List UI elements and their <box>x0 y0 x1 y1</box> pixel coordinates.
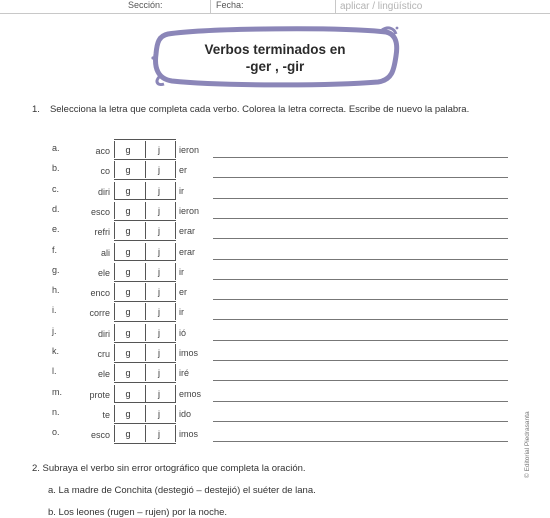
grid-border <box>175 161 177 178</box>
verb-suffix: imos <box>179 429 199 440</box>
verb-suffix: ieron <box>179 145 200 155</box>
grid-border <box>175 222 177 239</box>
banner-title-line2: -ger , -gir <box>245 59 305 74</box>
verb-suffix: ió <box>179 327 187 338</box>
option-g-cell[interactable]: g <box>114 161 141 178</box>
option-j-cell[interactable]: j <box>145 243 172 260</box>
skill-hint: aplicar / lingüístico <box>340 1 423 12</box>
answer-line[interactable] <box>213 279 508 280</box>
grid-border <box>175 405 177 422</box>
option-j-cell[interactable]: j <box>145 263 172 280</box>
grid-border <box>175 263 177 280</box>
item-letter: h. <box>52 285 60 296</box>
verb-suffix: emos <box>179 388 202 399</box>
option-j-cell[interactable]: j <box>145 283 172 300</box>
answer-line[interactable] <box>213 157 508 158</box>
banner-title-line1: Verbos terminados en <box>204 42 346 57</box>
answer-line[interactable] <box>213 259 508 260</box>
grid-border <box>175 243 177 260</box>
verb-stem: co <box>100 166 110 177</box>
verb-stem: ele <box>97 369 110 380</box>
verb-suffix: erar <box>179 226 196 237</box>
verb-suffix: erar <box>179 246 196 257</box>
grid-border <box>175 182 177 199</box>
item-letter: f. <box>52 244 58 255</box>
option-j-cell[interactable]: j <box>145 385 172 402</box>
option-g-cell[interactable]: g <box>114 182 141 199</box>
verb-stem: diri <box>97 186 110 197</box>
title-banner <box>150 24 400 88</box>
answer-line[interactable] <box>213 441 508 442</box>
grid-border <box>175 344 177 361</box>
answer-line[interactable] <box>213 340 508 341</box>
answer-line[interactable] <box>213 299 508 300</box>
verb-row <box>0 282 550 303</box>
header-divider <box>335 0 336 13</box>
exercise-1-instruction <box>32 104 469 115</box>
option-j-cell[interactable]: j <box>145 141 172 158</box>
verb-row <box>0 221 550 242</box>
verb-stem: refri <box>94 227 110 238</box>
verb-stem: diri <box>97 328 110 339</box>
item-letter: a. <box>52 143 60 153</box>
verb-stem: ele <box>97 267 110 278</box>
option-j-cell[interactable]: j <box>145 425 172 442</box>
grid-border <box>175 141 177 158</box>
grid-row-border <box>114 443 176 444</box>
copyright-note: © Editorial Piedrasanta <box>524 411 531 478</box>
item-letter: m. <box>52 386 62 397</box>
item-letter: l. <box>52 366 57 377</box>
grid-border <box>175 385 177 402</box>
verb-row <box>0 140 550 161</box>
verb-row <box>0 302 550 323</box>
date-label: Fecha: <box>216 0 244 10</box>
verb-row <box>0 424 550 445</box>
option-j-cell[interactable]: j <box>145 324 172 341</box>
option-g-cell[interactable]: g <box>114 344 141 361</box>
grid-border <box>175 202 177 219</box>
option-g-cell[interactable]: g <box>114 243 141 260</box>
verb-suffix: ir <box>179 307 184 318</box>
grid-border <box>175 283 177 300</box>
verb-row <box>0 343 550 364</box>
verb-row <box>0 242 550 263</box>
item-letter: d. <box>52 203 60 214</box>
verb-row <box>0 160 550 181</box>
answer-line[interactable] <box>213 421 508 422</box>
page-header <box>0 0 550 14</box>
verb-suffix: ido <box>179 408 192 419</box>
verb-stem: enco <box>90 288 110 299</box>
item-letter: k. <box>52 346 60 356</box>
section-label: Sección: <box>128 0 163 10</box>
option-g-cell[interactable]: g <box>114 385 141 402</box>
header-rule <box>0 13 550 14</box>
option-j-cell[interactable]: j <box>145 222 172 239</box>
item-letter: c. <box>52 183 60 194</box>
exercise-2-item-a: a. La madre de Conchita (destegió – destejió) el suéter de lana. <box>48 485 316 496</box>
verb-suffix: ir <box>179 266 184 277</box>
answer-line[interactable] <box>213 360 508 361</box>
verb-stem: aco <box>95 146 110 156</box>
option-g-cell[interactable]: g <box>114 364 141 381</box>
exercise-1-text: Selecciona la letra que completa cada verbo. Colorea la letra correcta. Escribe de nuevo la palabra. <box>49 104 470 115</box>
exercise-1-number: 1. <box>32 104 40 115</box>
option-g-cell[interactable]: g <box>114 141 141 158</box>
verb-stem: ali <box>100 247 110 258</box>
exercise-2-instruction: 2. Subraya el verbo sin error ortográfico que completa la oración. <box>32 463 306 474</box>
verb-stem: cru <box>97 349 110 359</box>
option-g-cell[interactable]: g <box>114 303 141 320</box>
answer-line[interactable] <box>213 177 508 178</box>
grid-border <box>175 364 177 381</box>
option-g-cell[interactable]: g <box>114 324 141 341</box>
item-letter: i. <box>52 305 57 316</box>
verb-row <box>0 181 550 202</box>
exercise-2-item-b: b. Los leones (rugen – rujen) por la noche. <box>48 507 228 518</box>
answer-line[interactable] <box>213 380 508 381</box>
verb-stem: te <box>102 409 110 420</box>
verb-stem: corre <box>89 308 110 319</box>
verb-stem: esco <box>90 430 110 441</box>
option-j-cell[interactable]: j <box>145 161 172 178</box>
verb-row <box>0 384 550 405</box>
verb-row <box>0 404 550 425</box>
option-g-cell[interactable]: g <box>114 283 141 300</box>
verb-row <box>0 262 550 283</box>
option-j-cell[interactable]: j <box>145 202 172 219</box>
answer-line[interactable] <box>213 218 508 219</box>
item-letter: g. <box>52 264 60 275</box>
option-g-cell[interactable]: g <box>114 202 141 219</box>
item-letter: e. <box>52 224 60 235</box>
option-j-cell[interactable]: j <box>145 182 172 199</box>
option-j-cell[interactable]: j <box>145 303 172 320</box>
answer-line[interactable] <box>213 401 508 402</box>
option-g-cell[interactable]: g <box>114 425 141 442</box>
verb-suffix: er <box>179 165 188 176</box>
header-divider <box>210 0 211 13</box>
answer-line[interactable] <box>213 198 508 199</box>
verb-row <box>0 201 550 222</box>
verb-row <box>0 363 550 384</box>
option-g-cell[interactable]: g <box>114 222 141 239</box>
grid-border <box>175 324 177 341</box>
option-j-cell[interactable]: j <box>145 405 172 422</box>
verb-suffix: imos <box>179 348 199 358</box>
option-j-cell[interactable]: j <box>145 364 172 381</box>
verb-suffix: ir <box>179 185 184 196</box>
verb-suffix: ieron <box>179 205 200 216</box>
grid-border <box>175 303 177 320</box>
item-letter: j. <box>52 325 57 336</box>
verb-stem: esco <box>90 206 110 217</box>
grid-border <box>175 425 177 442</box>
option-g-cell[interactable]: g <box>114 263 141 280</box>
item-letter: b. <box>52 163 60 174</box>
verb-suffix: er <box>179 287 188 298</box>
item-letter: n. <box>52 406 60 417</box>
verb-row <box>0 323 550 344</box>
verb-stem: prote <box>89 389 110 400</box>
option-j-cell[interactable]: j <box>145 344 172 361</box>
verb-suffix: iré <box>179 368 190 379</box>
answer-line[interactable] <box>213 238 508 239</box>
answer-line[interactable] <box>213 319 508 320</box>
item-letter: o. <box>52 427 60 438</box>
option-g-cell[interactable]: g <box>114 405 141 422</box>
